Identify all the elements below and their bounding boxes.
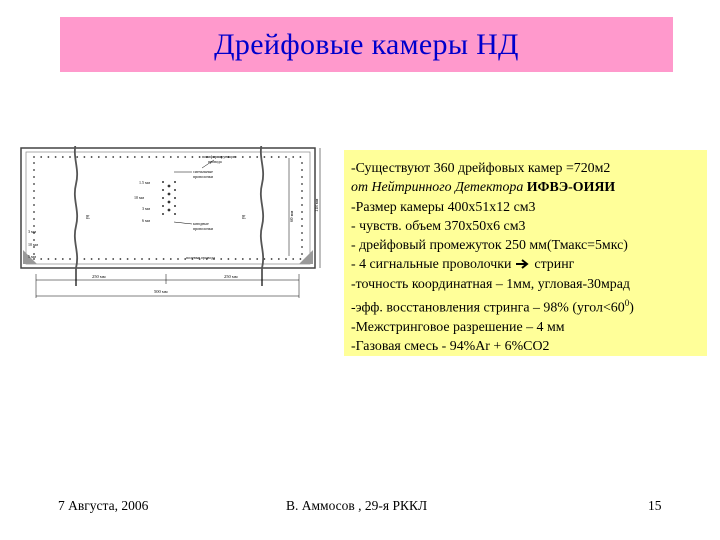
field-wire-dot bbox=[112, 156, 114, 158]
field-wire-dot bbox=[134, 156, 136, 158]
field-wire-dot bbox=[292, 156, 294, 158]
field-wire-dot bbox=[148, 156, 150, 158]
cathode-wire-dot bbox=[33, 239, 35, 241]
field-wire-dot bbox=[156, 258, 158, 260]
info-line-efficiency: -эфф. восстановления стринга – 98% $(угол<60^0)$ bbox=[351, 298, 634, 316]
field-wire-dot bbox=[98, 258, 100, 260]
field-wire-dot bbox=[242, 258, 244, 260]
cathode-wire-dot bbox=[162, 213, 164, 215]
dim-label-1-5mm: 1.5 мм bbox=[139, 180, 151, 185]
label-cathode-wires: проволочки bbox=[193, 226, 213, 231]
cathode-wire-dot bbox=[301, 246, 303, 248]
field-wire-dot bbox=[278, 156, 280, 158]
field-wire-dot bbox=[91, 156, 93, 158]
field-wire-dot bbox=[271, 156, 273, 158]
dim-label-250-left: 250 мм bbox=[92, 274, 106, 279]
field-wire-dot bbox=[220, 258, 222, 260]
cathode-wire-dot bbox=[174, 205, 176, 207]
field-wire-dot bbox=[55, 258, 57, 260]
field-wire-dot bbox=[249, 156, 251, 158]
field-wire-dot bbox=[127, 258, 129, 260]
cathode-wire-dot bbox=[301, 176, 303, 178]
field-wire-dot bbox=[141, 258, 143, 260]
cathode-wire-dot bbox=[301, 218, 303, 220]
info-line-signal-wires: - 4 сигнальные проволочки стринг bbox=[351, 257, 575, 273]
cathode-wire-dot bbox=[301, 225, 303, 227]
label-signal-wires: проволочки bbox=[193, 174, 213, 179]
right-arrow-icon bbox=[515, 258, 531, 270]
signal-wire-dot bbox=[168, 193, 171, 196]
support-strut-left bbox=[75, 146, 77, 286]
field-wire-dot bbox=[120, 258, 122, 260]
dim-label-60mm: 60 мм bbox=[289, 210, 294, 222]
signal-wire-dot bbox=[168, 209, 171, 212]
field-wire-dot bbox=[199, 156, 201, 158]
cathode-wire-dot bbox=[33, 225, 35, 227]
field-wire-dot bbox=[33, 156, 35, 158]
label-wires-top: провода bbox=[208, 159, 222, 164]
drift-chamber-diagram bbox=[14, 146, 332, 308]
cathode-wire-dot bbox=[174, 189, 176, 191]
field-wire-dot bbox=[134, 258, 136, 260]
label-field-wires: полевые провода bbox=[186, 255, 215, 260]
cathode-wire-dot bbox=[301, 239, 303, 241]
footer-author: В. Аммосов , 29-я РККЛ bbox=[286, 498, 428, 513]
cathode-wire-dot bbox=[162, 181, 164, 183]
signal-wire-group bbox=[162, 181, 176, 215]
field-wire-dot bbox=[271, 258, 273, 260]
slide-title: Дрейфовые камеры НД bbox=[214, 27, 519, 61]
cathode-wire-dot bbox=[33, 162, 35, 164]
dim-label-500mm: 500 мм bbox=[154, 289, 168, 294]
cathode-wire-dot bbox=[301, 169, 303, 171]
cathode-wire-dot bbox=[301, 204, 303, 206]
leader-line-cathode bbox=[174, 222, 192, 224]
field-wire-dot bbox=[69, 258, 71, 260]
field-wire-dot bbox=[127, 156, 129, 158]
cathode-wire-dot bbox=[33, 211, 35, 213]
info-line-size: -Размер камеры 400х51х12 см3 bbox=[351, 199, 536, 215]
info-line-accuracy: -точность координатная – 1мм, угловая-30мрад bbox=[351, 276, 630, 292]
field-wire-dot bbox=[84, 258, 86, 260]
dim-label-3mm: 3 мм bbox=[142, 206, 151, 211]
cathode-wire-dot bbox=[174, 213, 176, 215]
field-wire-dot bbox=[105, 258, 107, 260]
cathode-wire-dot bbox=[301, 253, 303, 255]
field-wire-dot bbox=[249, 258, 251, 260]
field-wire-dot bbox=[98, 156, 100, 158]
dim-label-118mm: 118 мм bbox=[314, 198, 319, 212]
info-line-detector: от Нейтринного Детектора ИФВЭ-ОИЯИ bbox=[351, 180, 616, 196]
field-wire-dot bbox=[141, 156, 143, 158]
cathode-wire-dot bbox=[301, 183, 303, 185]
field-wire-dot bbox=[105, 156, 107, 158]
e-label-right: E bbox=[242, 215, 246, 221]
cathode-wire-dot bbox=[33, 176, 35, 178]
field-wire-dot bbox=[120, 156, 122, 158]
field-wire-dot bbox=[300, 258, 302, 260]
label-polyform: полиформирующие bbox=[202, 154, 236, 159]
field-wire-dot bbox=[48, 258, 50, 260]
field-wire-dot bbox=[192, 156, 194, 158]
field-wire-dot bbox=[264, 156, 266, 158]
field-wire-dot bbox=[292, 258, 294, 260]
field-wire-dot bbox=[177, 156, 179, 158]
dim-label-250-right: 250 мм bbox=[224, 274, 238, 279]
field-wire-dot bbox=[62, 258, 64, 260]
cathode-wire-dot bbox=[301, 197, 303, 199]
cathode-wire-dot bbox=[33, 183, 35, 185]
cathode-wire-dot bbox=[301, 211, 303, 213]
field-wire-dot bbox=[170, 156, 172, 158]
field-wire-dot bbox=[91, 258, 93, 260]
signal-wire-dot bbox=[168, 201, 171, 204]
field-wire-dot bbox=[235, 258, 237, 260]
cathode-wire-dot bbox=[162, 189, 164, 191]
chamber-inner-outline bbox=[26, 152, 310, 264]
dim-label-side-3mm: 3 мм bbox=[28, 229, 37, 234]
info-line-gas-mixture: -Газовая смесь - 94%Ar + 6%CO2 bbox=[351, 339, 550, 355]
field-wire-dot bbox=[148, 258, 150, 260]
field-wire-dot bbox=[256, 258, 258, 260]
field-wire-dot bbox=[84, 156, 86, 158]
cathode-wire-dot bbox=[33, 218, 35, 220]
cathode-wire-dot bbox=[162, 197, 164, 199]
field-wire-dot bbox=[278, 258, 280, 260]
field-wire-dot bbox=[69, 156, 71, 158]
field-wire-dot bbox=[184, 156, 186, 158]
info-line-resolution: -Межстринговое разрешение – 4 мм bbox=[351, 320, 565, 335]
info-line-volume: - чувств. объем 370х50х6 см3 bbox=[351, 218, 526, 234]
corner-shade-right bbox=[299, 250, 313, 264]
info-line-count: -Существуют 360 дрейфовых камер =720м2 bbox=[351, 161, 611, 176]
field-wire-dot bbox=[163, 258, 165, 260]
field-wire-dot bbox=[228, 258, 230, 260]
dim-label-side-5mm: 5 мм bbox=[28, 254, 37, 259]
field-wire-dot bbox=[242, 156, 244, 158]
cathode-wire-dot bbox=[301, 232, 303, 234]
field-wire-dot bbox=[55, 156, 57, 158]
e-label-left: E bbox=[86, 215, 90, 221]
field-wire-dot bbox=[40, 156, 42, 158]
field-wire-dot bbox=[285, 258, 287, 260]
cathode-wire-dot bbox=[33, 204, 35, 206]
field-wire-dot bbox=[163, 156, 165, 158]
footer-date: 7 Августа, 2006 bbox=[58, 498, 149, 513]
signal-wire-dot bbox=[168, 185, 171, 188]
diagram-svg bbox=[14, 146, 332, 308]
cathode-wire-dot bbox=[33, 190, 35, 192]
support-strut-right bbox=[261, 146, 263, 286]
field-wire-dot bbox=[76, 156, 78, 158]
cathode-wire-dot bbox=[301, 190, 303, 192]
field-wire-dot bbox=[170, 258, 172, 260]
cathode-wire-dot bbox=[33, 169, 35, 171]
field-wire-dot bbox=[40, 258, 42, 260]
cathode-wire-dot bbox=[174, 197, 176, 199]
title-bar bbox=[60, 17, 673, 72]
cathode-wire-dot bbox=[33, 197, 35, 199]
dim-label-6mm: 6 мм bbox=[142, 218, 151, 223]
cathode-wire-dot bbox=[162, 205, 164, 207]
field-wire-dot bbox=[112, 258, 114, 260]
page-number: 15 bbox=[648, 498, 662, 513]
dim-label-side-10mm: 10 мм bbox=[28, 242, 39, 247]
chamber-outline bbox=[21, 148, 315, 268]
field-wire-dot bbox=[62, 156, 64, 158]
field-wire-dot bbox=[300, 156, 302, 158]
label-cathode: катодные bbox=[193, 221, 209, 226]
field-wire-dot bbox=[285, 156, 287, 158]
dim-label-10mm: 10 мм bbox=[134, 195, 145, 200]
chamber-info-box bbox=[344, 150, 707, 356]
label-signal: сигнальные bbox=[193, 169, 213, 174]
field-wire-dot bbox=[177, 258, 179, 260]
info-line-drift-gap: - дрейфовый промежуток 250 мм(Тмакс=5мкс) bbox=[351, 238, 628, 254]
field-wire-dot bbox=[156, 156, 158, 158]
field-wire-dot bbox=[256, 156, 258, 158]
cathode-wire-dot bbox=[301, 162, 303, 164]
field-wire-dot bbox=[48, 156, 50, 158]
cathode-wire-dot bbox=[174, 181, 176, 183]
